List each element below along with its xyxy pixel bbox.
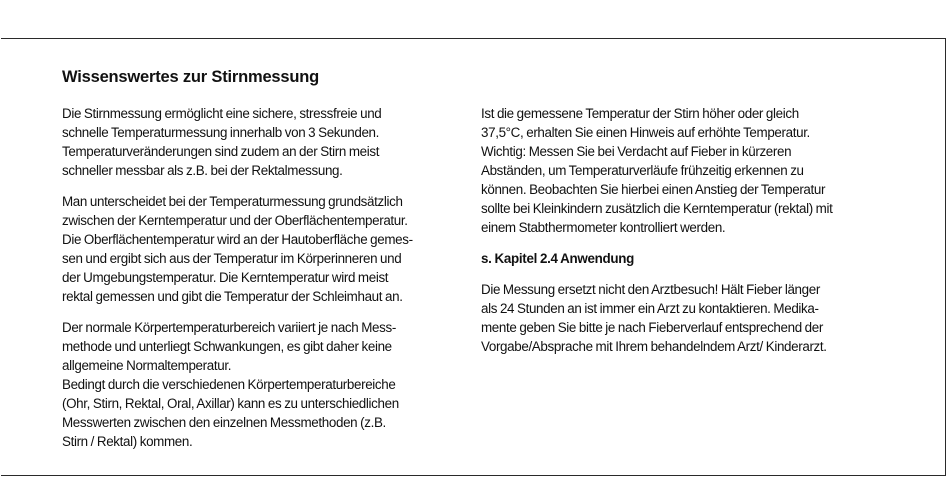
text-line: Vorgabe/Absprache mit Ihrem behandelndem Arzt/ Kinderarzt. [481, 339, 827, 354]
text-line: rektal gemessen und gibt die Temperatur der Schleimhaut an. [62, 289, 403, 304]
paragraph-kerntemperatur [62, 192, 457, 306]
paragraph-stirnmessung-intro [62, 104, 457, 180]
text-line: Bedingt durch die verschiedenen Körpertemperaturbereiche [62, 377, 396, 392]
page-title: Wissenswertes zur Stirnmessung [62, 68, 320, 86]
text-line: mente geben Sie bitte je nach Fieberverlauf entsprechend der [481, 320, 823, 335]
text-line: allgemeine Normaltemperatur. [62, 358, 232, 373]
text-line: einem Stabthermometer kontrolliert werden. [481, 220, 726, 235]
right-column [481, 104, 896, 368]
text-line: Abständen, um Temperaturverläufe frühzeitig erkennen zu [481, 163, 804, 178]
text-line: der Umgebungstemperatur. Die Kerntemperatur wird meist [62, 270, 389, 285]
section-subheading: s. Kapitel 2.4 Anwendung [481, 251, 635, 266]
text-line: Die Oberflächentemperatur wird an der Hautoberfläche gemes- [62, 232, 413, 247]
text-line: Man unterscheidet bei der Temperaturmessung grundsätzlich [62, 194, 403, 209]
paragraph-arztbesuch [481, 280, 896, 356]
text-line: Stirn / Rektal) kommen. [62, 434, 193, 449]
paragraph-normaltemperatur [62, 318, 457, 451]
text-line: Die Messung ersetzt nicht den Arztbesuch! Hält Fieber länger [481, 282, 820, 297]
text-line: 37,5°C, erhalten Sie einen Hinweis auf erhöhte Temperatur. [481, 125, 810, 140]
text-line: Wichtig: Messen Sie bei Verdacht auf Fieber in kürzeren [481, 144, 792, 159]
text-line: sollte bei Kleinkindern zusätzlich die Kerntemperatur (rektal) mit [481, 201, 833, 216]
text-line: (Ohr, Stirn, Rektal, Oral, Axillar) kann es zu unterschiedlichen [62, 396, 399, 411]
text-line: sen und ergibt sich aus der Temperatur im Körperinneren und [62, 251, 402, 266]
text-line: schneller messbar als z.B. bei der Rektalmessung. [62, 163, 343, 178]
text-line: zwischen der Kerntemperatur und der Oberflächentemperatur. [62, 213, 408, 228]
text-line: Die Stirnmessung ermöglicht eine sichere, stressfreie und [62, 106, 382, 121]
text-line: Der normale Körpertemperaturbereich variiert je nach Mess- [62, 320, 396, 335]
left-column [62, 104, 457, 463]
text-line: Ist die gemessene Temperatur der Stirn höher oder gleich [481, 106, 799, 121]
text-line: können. Beobachten Sie hierbei einen Anstieg der Temperatur [481, 182, 826, 197]
text-line: Temperaturveränderungen sind zudem an der Stirn meist [62, 144, 380, 159]
paragraph-fieberhinweis [481, 104, 896, 237]
text-line: als 24 Stunden an ist immer ein Arzt zu kontaktieren. Medika- [481, 301, 819, 316]
text-line: Messwerten zwischen den einzelnen Messmethoden (z.B. [62, 415, 386, 430]
text-line: methode und unterliegt Schwankungen, es gibt daher keine [62, 339, 392, 354]
text-line: schnelle Temperaturmessung innerhalb von 3 Sekunden. [62, 125, 380, 140]
